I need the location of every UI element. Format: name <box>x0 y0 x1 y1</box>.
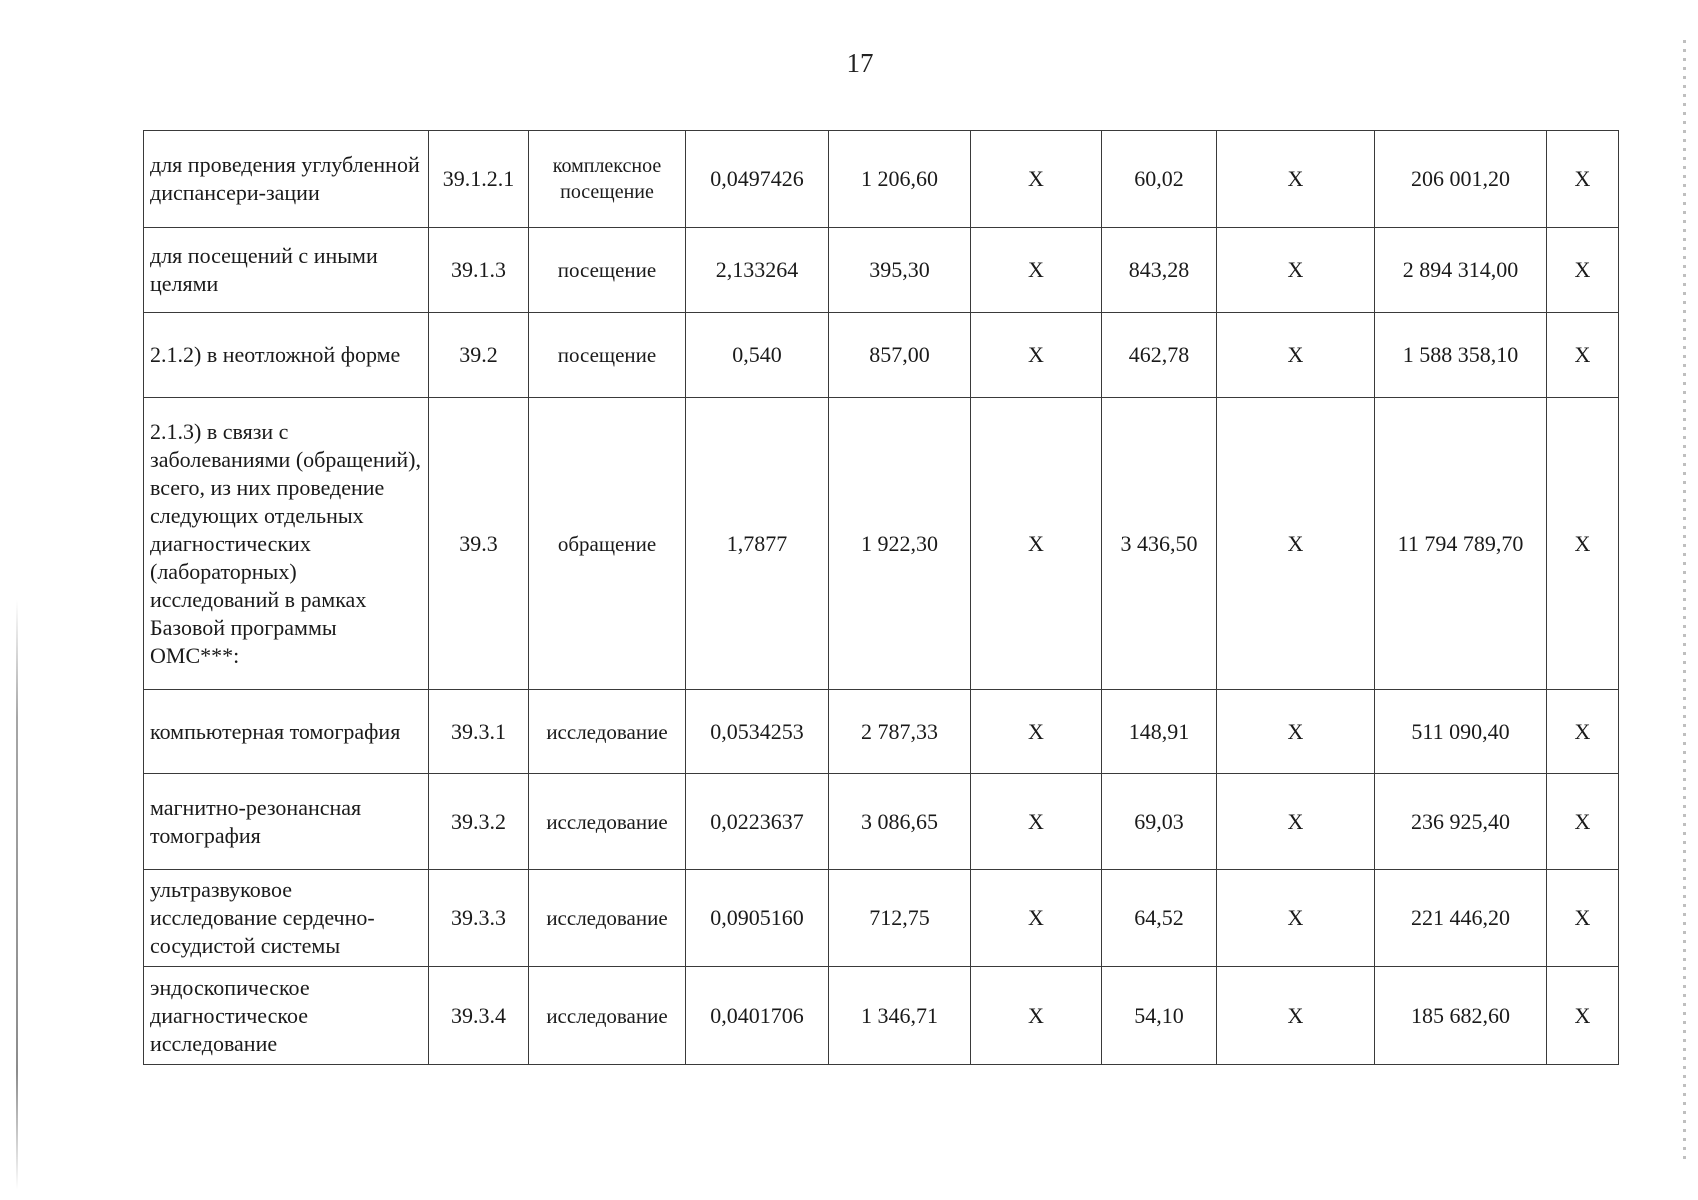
row-col8: X <box>1217 774 1375 870</box>
row-code: 39.1.3 <box>429 228 529 313</box>
row-unit: исследование <box>529 774 686 870</box>
row-code: 39.2 <box>429 313 529 398</box>
row-col6: X <box>971 131 1102 228</box>
row-unit: посещение <box>529 228 686 313</box>
row-cost: 712,75 <box>829 870 971 967</box>
row-unit: исследование <box>529 690 686 774</box>
row-col8: X <box>1217 313 1375 398</box>
row-col6: X <box>971 774 1102 870</box>
scan-left-edge-shadow <box>16 600 18 1190</box>
row-col10: X <box>1547 967 1619 1065</box>
row-col7: 60,02 <box>1102 131 1217 228</box>
row-volume: 0,0401706 <box>686 967 829 1065</box>
row-unit: обращение <box>529 398 686 690</box>
row-col9: 511 090,40 <box>1375 690 1547 774</box>
row-code: 39.3.3 <box>429 870 529 967</box>
row-col7: 148,91 <box>1102 690 1217 774</box>
table-row <box>144 690 1619 774</box>
row-col8: X <box>1217 690 1375 774</box>
row-cost: 3 086,65 <box>829 774 971 870</box>
row-col8: X <box>1217 131 1375 228</box>
row-unit: комплексное посещение <box>529 131 686 228</box>
row-col6: X <box>971 398 1102 690</box>
row-volume: 1,7877 <box>686 398 829 690</box>
row-name: для проведения углубленной диспансери-зации <box>144 131 429 228</box>
row-col6: X <box>971 967 1102 1065</box>
table-row <box>144 228 1619 313</box>
row-col9: 1 588 358,10 <box>1375 313 1547 398</box>
row-col7: 843,28 <box>1102 228 1217 313</box>
row-volume: 0,0223637 <box>686 774 829 870</box>
row-cost: 395,30 <box>829 228 971 313</box>
row-cost: 1 206,60 <box>829 131 971 228</box>
row-col6: X <box>971 313 1102 398</box>
row-volume: 0,0497426 <box>686 131 829 228</box>
table-row <box>144 870 1619 967</box>
row-col9: 206 001,20 <box>1375 131 1547 228</box>
row-code: 39.3.4 <box>429 967 529 1065</box>
row-col9: 11 794 789,70 <box>1375 398 1547 690</box>
table-row <box>144 774 1619 870</box>
table-row <box>144 313 1619 398</box>
row-col10: X <box>1547 870 1619 967</box>
row-unit: посещение <box>529 313 686 398</box>
row-code: 39.1.2.1 <box>429 131 529 228</box>
row-col10: X <box>1547 774 1619 870</box>
row-col10: X <box>1547 398 1619 690</box>
row-col10: X <box>1547 690 1619 774</box>
row-col7: 462,78 <box>1102 313 1217 398</box>
row-col10: X <box>1547 131 1619 228</box>
medical-care-volume-table <box>143 130 1619 1065</box>
page-number: 17 <box>846 48 874 78</box>
row-col9: 185 682,60 <box>1375 967 1547 1065</box>
scan-right-edge-shadow <box>1683 40 1686 1160</box>
row-col6: X <box>971 228 1102 313</box>
row-col6: X <box>971 690 1102 774</box>
row-name: для посещений с иными целями <box>144 228 429 313</box>
row-col7: 64,52 <box>1102 870 1217 967</box>
table-row <box>144 398 1619 690</box>
row-col6: X <box>971 870 1102 967</box>
row-cost: 857,00 <box>829 313 971 398</box>
row-col10: X <box>1547 228 1619 313</box>
row-cost: 1 346,71 <box>829 967 971 1065</box>
row-col8: X <box>1217 398 1375 690</box>
row-name: ультразвуковое исследование сердечно-сосудистой системы <box>144 870 429 967</box>
row-name: эндоскопическое диагностическое исследование <box>144 967 429 1065</box>
row-unit: исследование <box>529 967 686 1065</box>
row-col8: X <box>1217 228 1375 313</box>
table-row <box>144 967 1619 1065</box>
row-volume: 2,133264 <box>686 228 829 313</box>
row-unit: исследование <box>529 870 686 967</box>
table-row <box>144 131 1619 228</box>
row-cost: 1 922,30 <box>829 398 971 690</box>
row-col9: 2 894 314,00 <box>1375 228 1547 313</box>
row-name: 2.1.3) в связи с заболеваниями (обращений), всего, из них проведение следующих отдельных диагностических (лабораторных) исследований в рамках Базовой программы ОМС***: <box>144 398 429 690</box>
row-col8: X <box>1217 967 1375 1065</box>
row-col7: 54,10 <box>1102 967 1217 1065</box>
row-col10: X <box>1547 313 1619 398</box>
row-code: 39.3 <box>429 398 529 690</box>
row-col7: 3 436,50 <box>1102 398 1217 690</box>
row-col9: 236 925,40 <box>1375 774 1547 870</box>
row-cost: 2 787,33 <box>829 690 971 774</box>
row-col8: X <box>1217 870 1375 967</box>
row-name: магнитно-резонансная томография <box>144 774 429 870</box>
row-col7: 69,03 <box>1102 774 1217 870</box>
row-volume: 0,0534253 <box>686 690 829 774</box>
row-code: 39.3.1 <box>429 690 529 774</box>
row-code: 39.3.2 <box>429 774 529 870</box>
row-col9: 221 446,20 <box>1375 870 1547 967</box>
row-name: компьютерная томография <box>144 690 429 774</box>
row-volume: 0,0905160 <box>686 870 829 967</box>
row-name: 2.1.2) в неотложной форме <box>144 313 429 398</box>
row-volume: 0,540 <box>686 313 829 398</box>
